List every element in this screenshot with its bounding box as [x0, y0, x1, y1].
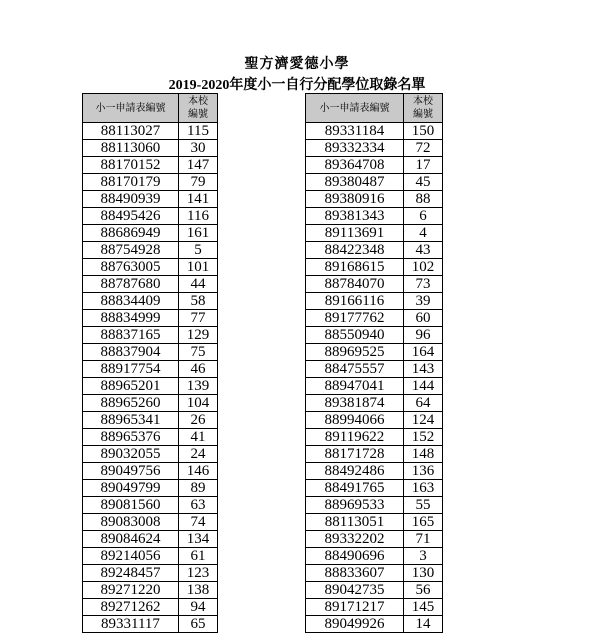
- admission-rows-right: [306, 123, 443, 633]
- application-number-cell: 88969525: [306, 344, 404, 361]
- school-number-cell: 46: [179, 361, 218, 378]
- school-number-cell: 145: [404, 599, 443, 616]
- school-number-cell: 138: [179, 582, 218, 599]
- table-row: [306, 497, 443, 514]
- application-number-cell: 89381343: [306, 208, 404, 225]
- table-row: [306, 327, 443, 344]
- table-row: [83, 599, 218, 616]
- school-number-cell: 71: [404, 531, 443, 548]
- table-row: [83, 497, 218, 514]
- application-number-cell: 89332334: [306, 140, 404, 157]
- table-row: [306, 123, 443, 140]
- table-row: [306, 446, 443, 463]
- school-number-cell: 58: [179, 293, 218, 310]
- application-number-cell: 88686949: [83, 225, 179, 242]
- application-number-cell: 89171217: [306, 599, 404, 616]
- table-row: [83, 463, 218, 480]
- table-row: [83, 123, 218, 140]
- application-number-cell: 89331117: [83, 616, 179, 633]
- application-number-cell: 88763005: [83, 259, 179, 276]
- school-number-cell: 6: [404, 208, 443, 225]
- application-number-cell: 88965201: [83, 378, 179, 395]
- application-number-cell: 88492486: [306, 463, 404, 480]
- table-row: [83, 565, 218, 582]
- table-row: [83, 616, 218, 633]
- school-number-cell: 41: [179, 429, 218, 446]
- table-row: [83, 293, 218, 310]
- document-title: 2019-2020年度小一自行分配學位取錄名單: [168, 78, 426, 93]
- application-number-cell: 88422348: [306, 242, 404, 259]
- admission-rows-left: [83, 123, 218, 633]
- school-number-cell: 88: [404, 191, 443, 208]
- school-number-cell: 164: [404, 344, 443, 361]
- application-number-cell: 88965341: [83, 412, 179, 429]
- application-number-cell: 89380916: [306, 191, 404, 208]
- application-number-cell: 89177762: [306, 310, 404, 327]
- application-number-cell: 89331184: [306, 123, 404, 140]
- table-row: [306, 276, 443, 293]
- table-row: [83, 174, 218, 191]
- application-number-cell: 88787680: [83, 276, 179, 293]
- table-row: [306, 225, 443, 242]
- school-number-cell: 73: [404, 276, 443, 293]
- school-number-cell: 44: [179, 276, 218, 293]
- application-number-cell: 89042735: [306, 582, 404, 599]
- application-number-cell: 88837165: [83, 327, 179, 344]
- school-number-cell: 165: [404, 514, 443, 531]
- header-school-no-line1: 本校: [188, 96, 208, 107]
- table-row: [83, 242, 218, 259]
- table-row: [306, 480, 443, 497]
- application-number-cell: 89049926: [306, 616, 404, 633]
- application-number-cell: 89381874: [306, 395, 404, 412]
- school-number-cell: 136: [404, 463, 443, 480]
- application-number-cell: 89084624: [83, 531, 179, 548]
- header-school-no: [179, 94, 218, 123]
- table-row: [83, 208, 218, 225]
- school-number-cell: 77: [179, 310, 218, 327]
- table-row: [306, 412, 443, 429]
- application-number-cell: 88490939: [83, 191, 179, 208]
- header-school-no-line1: 本校: [413, 96, 433, 107]
- school-number-cell: 26: [179, 412, 218, 429]
- school-number-cell: 17: [404, 157, 443, 174]
- school-number-cell: 75: [179, 344, 218, 361]
- table-row: [83, 412, 218, 429]
- school-number-cell: 124: [404, 412, 443, 429]
- school-number-cell: 24: [179, 446, 218, 463]
- table-row: [83, 531, 218, 548]
- application-number-cell: 88965376: [83, 429, 179, 446]
- school-number-cell: 55: [404, 497, 443, 514]
- table-row: [306, 310, 443, 327]
- school-number-cell: 45: [404, 174, 443, 191]
- school-number-cell: 152: [404, 429, 443, 446]
- application-number-cell: 89113691: [306, 225, 404, 242]
- table-row: [83, 548, 218, 565]
- application-number-cell: 88550940: [306, 327, 404, 344]
- application-number-cell: 89166116: [306, 293, 404, 310]
- school-number-cell: 60: [404, 310, 443, 327]
- application-number-cell: 88171728: [306, 446, 404, 463]
- table-row: [306, 344, 443, 361]
- application-number-cell: 88113060: [83, 140, 179, 157]
- school-number-cell: 147: [179, 157, 218, 174]
- school-number-cell: 4: [404, 225, 443, 242]
- table-row: [83, 140, 218, 157]
- table-row: [83, 378, 218, 395]
- school-number-cell: 14: [404, 616, 443, 633]
- school-number-cell: 129: [179, 327, 218, 344]
- table-row: [83, 191, 218, 208]
- table-row: [306, 378, 443, 395]
- table-header-row: [306, 94, 443, 123]
- school-number-cell: 43: [404, 242, 443, 259]
- school-number-cell: 94: [179, 599, 218, 616]
- school-number-cell: 63: [179, 497, 218, 514]
- table-row: [83, 344, 218, 361]
- school-number-cell: 146: [179, 463, 218, 480]
- table-row: [306, 140, 443, 157]
- school-number-cell: 115: [179, 123, 218, 140]
- application-number-cell: 88170179: [83, 174, 179, 191]
- application-number-cell: 89271220: [83, 582, 179, 599]
- application-number-cell: 89364708: [306, 157, 404, 174]
- application-number-cell: 88113027: [83, 123, 179, 140]
- application-number-cell: 88170152: [83, 157, 179, 174]
- application-number-cell: 88754928: [83, 242, 179, 259]
- table-row: [83, 395, 218, 412]
- school-number-cell: 123: [179, 565, 218, 582]
- application-number-cell: 88834409: [83, 293, 179, 310]
- school-number-cell: 79: [179, 174, 218, 191]
- table-row: [83, 361, 218, 378]
- header-school-no: [404, 94, 443, 123]
- school-number-cell: 3: [404, 548, 443, 565]
- school-number-cell: 161: [179, 225, 218, 242]
- table-row: [306, 191, 443, 208]
- school-number-cell: 143: [404, 361, 443, 378]
- table-row: [83, 429, 218, 446]
- school-number-cell: 5: [179, 242, 218, 259]
- header-school-no-line2: 編號: [188, 109, 208, 120]
- table-row: [306, 565, 443, 582]
- application-number-cell: 89168615: [306, 259, 404, 276]
- header-application-no: 小一申請表編號: [306, 94, 404, 123]
- table-row: [83, 157, 218, 174]
- application-number-cell: 88784070: [306, 276, 404, 293]
- table-header-row: [83, 94, 218, 123]
- table-row: [83, 259, 218, 276]
- application-number-cell: 89049756: [83, 463, 179, 480]
- school-number-cell: 89: [179, 480, 218, 497]
- school-number-cell: 56: [404, 582, 443, 599]
- table-row: [306, 157, 443, 174]
- table-row: [306, 242, 443, 259]
- school-number-cell: 64: [404, 395, 443, 412]
- table-row: [306, 429, 443, 446]
- school-number-cell: 101: [179, 259, 218, 276]
- school-number-cell: 141: [179, 191, 218, 208]
- application-number-cell: 89271262: [83, 599, 179, 616]
- application-number-cell: 89083008: [83, 514, 179, 531]
- table-row: [83, 514, 218, 531]
- school-name: 聖方濟愛德小學: [244, 57, 350, 72]
- application-number-cell: 88917754: [83, 361, 179, 378]
- header-school-no-line2: 編號: [413, 109, 433, 120]
- table-row: [306, 463, 443, 480]
- application-number-cell: 89248457: [83, 565, 179, 582]
- application-number-cell: 88833607: [306, 565, 404, 582]
- application-number-cell: 89049799: [83, 480, 179, 497]
- school-number-cell: 96: [404, 327, 443, 344]
- table-row: [83, 446, 218, 463]
- school-number-cell: 30: [179, 140, 218, 157]
- application-number-cell: 88969533: [306, 497, 404, 514]
- table-row: [83, 480, 218, 497]
- application-number-cell: 88491765: [306, 480, 404, 497]
- school-number-cell: 65: [179, 616, 218, 633]
- school-number-cell: 39: [404, 293, 443, 310]
- table-row: [306, 259, 443, 276]
- table-row: [306, 361, 443, 378]
- application-number-cell: 88837904: [83, 344, 179, 361]
- school-number-cell: 104: [179, 395, 218, 412]
- application-number-cell: 88994066: [306, 412, 404, 429]
- application-number-cell: 89332202: [306, 531, 404, 548]
- table-row: [306, 599, 443, 616]
- table-row: [83, 327, 218, 344]
- application-number-cell: 88475557: [306, 361, 404, 378]
- table-row: [306, 548, 443, 565]
- application-number-cell: 88834999: [83, 310, 179, 327]
- school-number-cell: 134: [179, 531, 218, 548]
- school-number-cell: 116: [179, 208, 218, 225]
- school-number-cell: 74: [179, 514, 218, 531]
- table-row: [306, 616, 443, 633]
- school-number-cell: 61: [179, 548, 218, 565]
- admission-table-right: [305, 93, 443, 633]
- admission-table-left: [82, 93, 218, 633]
- school-number-cell: 150: [404, 123, 443, 140]
- application-number-cell: 89119622: [306, 429, 404, 446]
- table-row: [83, 310, 218, 327]
- application-number-cell: 89380487: [306, 174, 404, 191]
- school-number-cell: 144: [404, 378, 443, 395]
- application-number-cell: 88965260: [83, 395, 179, 412]
- table-row: [306, 531, 443, 548]
- school-number-cell: 130: [404, 565, 443, 582]
- header-application-no: 小一申請表編號: [83, 94, 179, 123]
- application-number-cell: 88947041: [306, 378, 404, 395]
- table-row: [306, 582, 443, 599]
- school-number-cell: 72: [404, 140, 443, 157]
- table-row: [306, 293, 443, 310]
- table-row: [306, 208, 443, 225]
- application-number-cell: 89081560: [83, 497, 179, 514]
- school-number-cell: 163: [404, 480, 443, 497]
- school-number-cell: 102: [404, 259, 443, 276]
- application-number-cell: 88113051: [306, 514, 404, 531]
- application-number-cell: 88495426: [83, 208, 179, 225]
- table-row: [83, 582, 218, 599]
- table-row: [83, 276, 218, 293]
- school-number-cell: 139: [179, 378, 218, 395]
- table-row: [306, 395, 443, 412]
- application-number-cell: 88490696: [306, 548, 404, 565]
- application-number-cell: 89214056: [83, 548, 179, 565]
- table-row: [83, 225, 218, 242]
- school-number-cell: 148: [404, 446, 443, 463]
- table-row: [306, 174, 443, 191]
- table-row: [306, 514, 443, 531]
- application-number-cell: 89032055: [83, 446, 179, 463]
